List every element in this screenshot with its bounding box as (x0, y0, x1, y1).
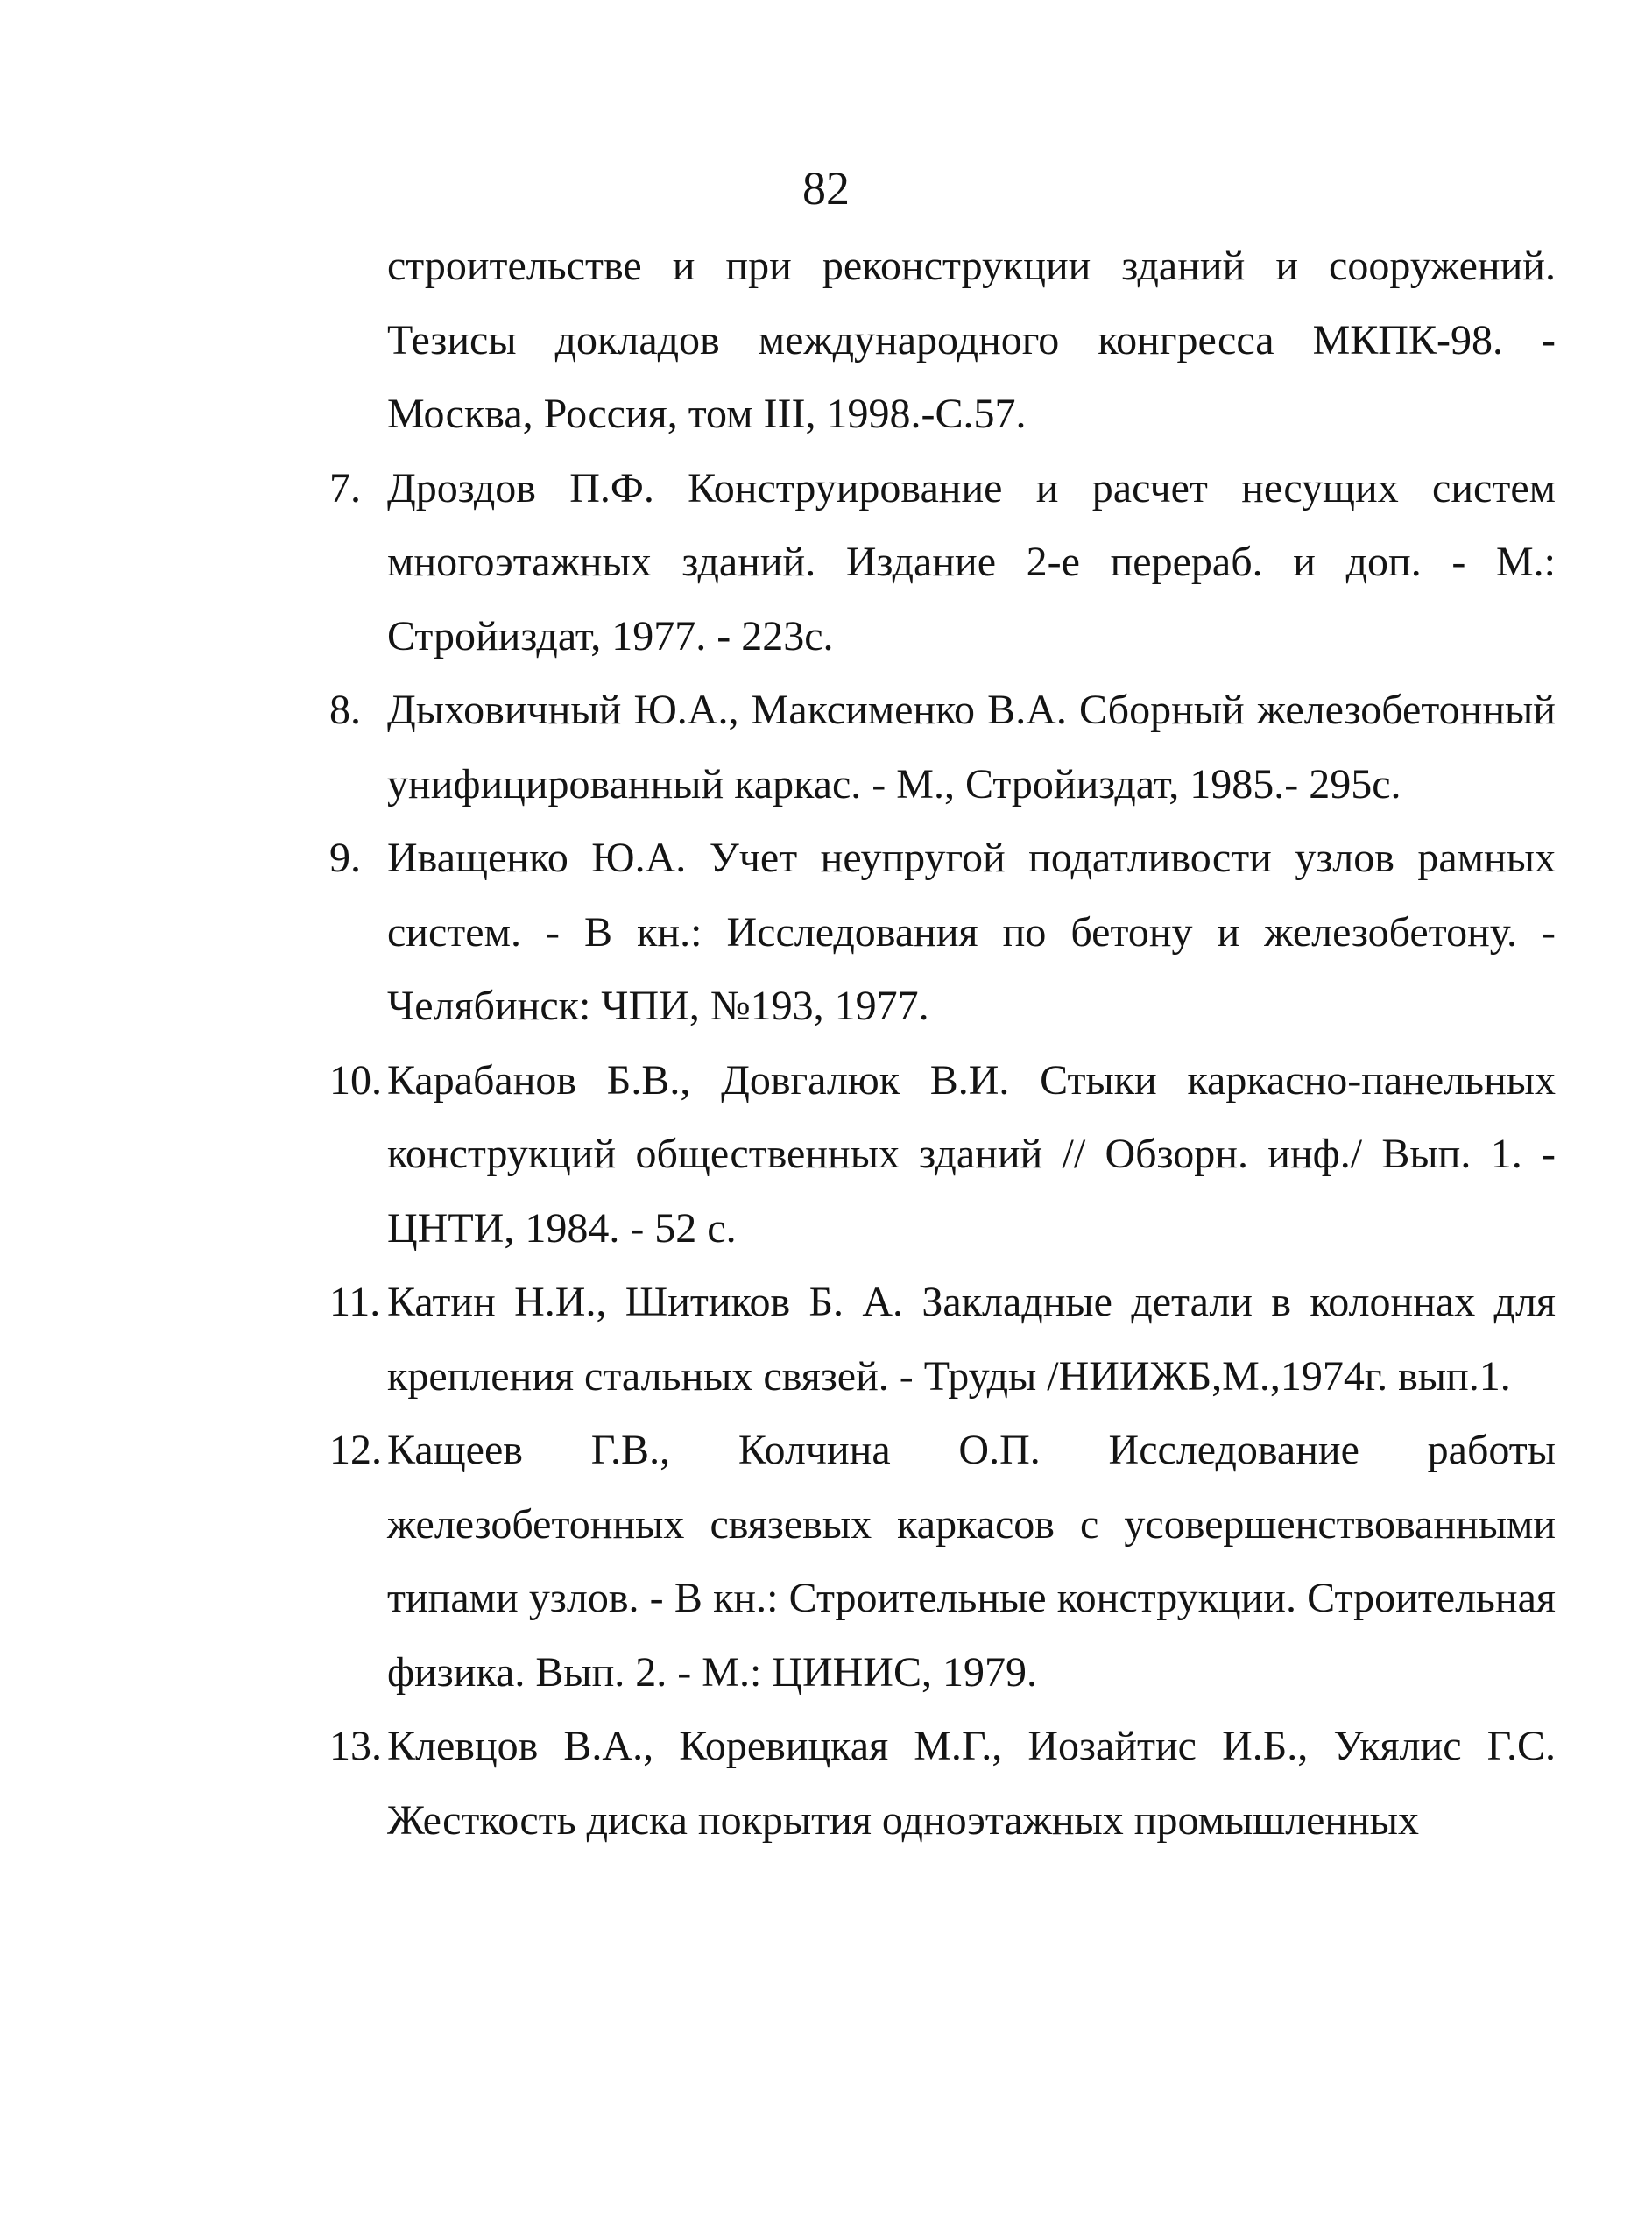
reference-text: Иващенко Ю.А. Учет неупругой податливости узлов рамных систем. - В кн.: Исследования по бетону и железобетону. - Челябинск: ЧПИ, №193, 1977. (387, 835, 1556, 1029)
reference-text: Клевцов В.А., Коревицкая М.Г., Иозайтис И.Б., Укялис Г.С. Жесткость диска покрытия одноэтажных промышленных (387, 1723, 1556, 1844)
reference-text: строительстве и при реконструкции зданий и сооружений. Тезисы докладов международного конгресса МКПК-98. - Москва, Россия, том III, 1998.-С.57. (387, 243, 1556, 437)
reference-number: 10. (329, 1056, 382, 1104)
reference-entry (329, 1044, 1556, 1266)
reference-list (329, 229, 1556, 1858)
reference-number: 13. (329, 1723, 382, 1769)
reference-entry (329, 674, 1556, 822)
reference-text: Кащеев Г.В., Колчина О.П. Исследование работы железобетонных связевых каркасов с усовершенствованными типами узлов. - В кн.: Строительные конструкции. Строительная физика. Вып. 2. - М.: ЦИНИС, 1979. (387, 1427, 1556, 1696)
reference-text: Дроздов П.Ф. Конструирование и расчет несущих систем многоэтажных зданий. Издание 2-е перераб. и доп. - М.: Стройиздат, 1977. - 223с. (387, 464, 1556, 660)
reference-number: 12. (329, 1427, 382, 1473)
reference-entry (329, 452, 1556, 674)
reference-entry (329, 1710, 1556, 1858)
reference-entry (329, 1414, 1556, 1710)
reference-entry (329, 1266, 1556, 1414)
reference-entry (329, 822, 1556, 1044)
reference-text: Карабанов Б.В., Довгалюк В.И. Стыки каркасно-панельных конструкций общественных зданий // Обзорн. инф./ Вып. 1. - ЦНТИ, 1984. - 52 с. (387, 1056, 1556, 1252)
reference-number: 7. (329, 464, 361, 511)
page-number: 82 (802, 162, 850, 215)
reference-text: Дыховичный Ю.А., Максименко В.А. Сборный железобетонный унифицированный каркас. - М., Стройиздат, 1985.- 295с. (387, 687, 1556, 808)
reference-number: 11. (329, 1279, 381, 1325)
reference-number: 8. (329, 687, 361, 733)
reference-text: Катин Н.И., Шитиков Б. А. Закладные детали в колоннах для крепления стальных связей. - Труды /НИИЖБ,М.,1974г. вып.1. (387, 1279, 1556, 1400)
reference-entry (329, 229, 1556, 452)
reference-number: 9. (329, 835, 361, 881)
